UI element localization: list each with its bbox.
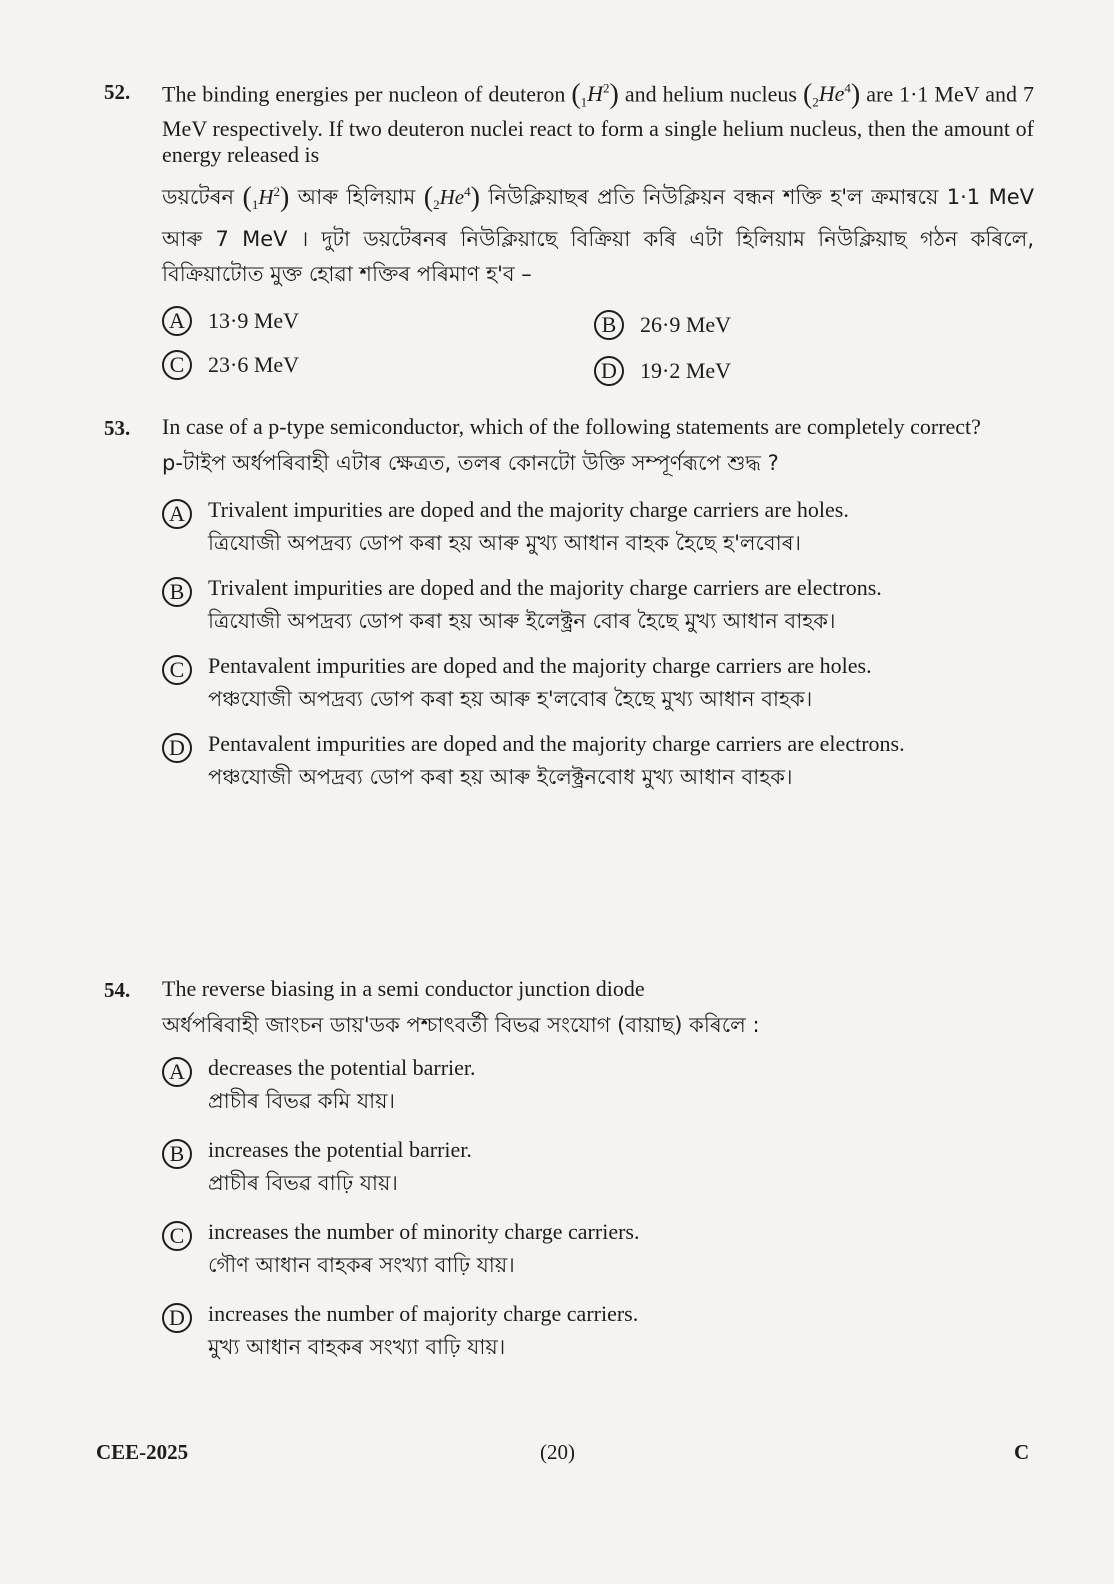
option-text-en: Pentavalent impurities are doped and the majority charge carriers are electrons.	[208, 731, 905, 756]
option-letter: B	[162, 577, 192, 607]
option-text-en: increases the number of majority charge carriers.	[208, 1301, 639, 1326]
footer-page-number: (20)	[540, 1440, 575, 1464]
option-b[interactable]	[594, 310, 731, 340]
option-text-as: মুখ্য আধান বাহকৰ সংখ্যা বাঢ়ি যায়।	[208, 1335, 506, 1359]
question-number: 53.	[104, 416, 131, 440]
option-text: 26·9 MeV	[640, 311, 732, 337]
option-text-en: Trivalent impurities are doped and the majority charge carriers are electrons.	[208, 575, 882, 600]
option-b[interactable]	[162, 575, 1034, 637]
footer-exam-code: CEE-2025	[96, 1440, 189, 1464]
option-letter: B	[594, 310, 624, 340]
deuteron-symbol: $(_1H^2)$	[571, 79, 619, 111]
option-b[interactable]	[162, 1137, 1034, 1199]
question-53	[104, 414, 1034, 793]
option-letter: A	[162, 306, 192, 336]
option-text-as: ত্ৰিযোজী অপদ্ৰব্য ডোপ কৰা হয় আৰু মুখ্য আধান বাহক হৈছে হ'লবোৰ।	[208, 531, 802, 555]
option-letter: D	[162, 1303, 192, 1333]
option-letter: C	[162, 1221, 192, 1251]
option-text: 23·6 MeV	[208, 351, 300, 377]
footer-set-code: C	[1014, 1440, 1030, 1464]
option-text-en: increases the number of minority charge carriers.	[208, 1219, 640, 1244]
question-text-as: p-টাইপ অৰ্ধপৰিবাহী এটাৰ ক্ষেত্ৰত, তলৰ কোনটো উক্তি সম্পূৰ্ণৰূপে শুদ্ধ ?	[162, 451, 779, 475]
option-letter: A	[162, 1057, 192, 1087]
option-text-en: Pentavalent impurities are doped and the majority charge carriers are holes.	[208, 653, 872, 678]
option-c[interactable]	[162, 350, 299, 380]
question-text-en: The reverse biasing in a semi conductor junction diode	[162, 976, 645, 1001]
option-text-as: প্ৰাচীৰ বিভৱ কমি যায়।	[208, 1089, 396, 1113]
question-number: 52.	[104, 80, 131, 104]
option-text-as: প্ৰাচীৰ বিভৱ বাঢ়ি যায়।	[208, 1171, 398, 1195]
option-letter: B	[162, 1139, 192, 1169]
question-number: 54.	[104, 978, 131, 1002]
option-a[interactable]	[162, 1055, 1034, 1117]
option-letter: C	[162, 655, 192, 685]
option-text-en: decreases the potential barrier.	[208, 1055, 476, 1080]
question-text-en: The binding energies per nucleon of deuteron $(_1H^2)$ and helium nucleus $(_2He^4)$ are 1·1 MeV and 7 MeV respectively. If two deuteron nuclei react to form a single helium nucleus, then the amount of energy released is	[162, 79, 1034, 167]
option-text-as: ত্ৰিযোজী অপদ্ৰব্য ডোপ কৰা হয় আৰু ইলেক্ট্ৰন বোৰ হৈছে মুখ্য আধান বাহক।	[208, 609, 836, 633]
option-d[interactable]	[162, 731, 1034, 793]
option-letter: D	[594, 356, 624, 386]
option-a[interactable]	[162, 306, 299, 336]
option-text-as: পঞ্চযোজী অপদ্ৰব্য ডোপ কৰা হয় আৰু হ'লবোৰ হৈছে মুখ্য আধান বাহক।	[208, 687, 813, 711]
helium-symbol: $(_2He^4)$	[802, 79, 861, 111]
option-letter: D	[162, 733, 192, 763]
option-text-en: increases the potential barrier.	[208, 1137, 472, 1162]
question-52	[104, 76, 1034, 406]
option-c[interactable]	[162, 653, 1034, 715]
option-text: 19·2 MeV	[640, 357, 732, 383]
question-text-as: ডয়টেৰন $(_1H^2)$ আৰু হিলিয়াম $(_2He^4)$ নিউক্লিয়াছৰ প্ৰতি নিউক্লিয়ন বন্ধন শক্তি হ'ল ক্ৰমান্বয়ে 1·1 MeV আৰু 7 MeV । দুটা ডয়টেৰনৰ নিউক্লিয়াছে বিক্ৰিয়া কৰি এটা হিলিয়াম নিউক্লিয়াছ গঠন কৰিলে, বিক্ৰিয়াটোত মুক্ত হোৱা শক্তিৰ পৰিমাণ হ'ব –	[162, 181, 1034, 286]
question-54	[104, 976, 1034, 1363]
option-text: 13·9 MeV	[208, 307, 300, 333]
option-a[interactable]	[162, 497, 1034, 559]
option-text-as: পঞ্চযোজী অপদ্ৰব্য ডোপ কৰা হয় আৰু ইলেক্ট্ৰনবোধ মুখ্য আধান বাহক।	[208, 765, 793, 789]
question-text-as: অৰ্ধপৰিবাহী জাংচন ডায়'ডক পশ্চাৎবৰ্তী বিভৱ সংযোগ (বায়াছ) কৰিলে :	[162, 1013, 760, 1037]
option-d[interactable]	[162, 1301, 1034, 1363]
option-c[interactable]	[162, 1219, 1034, 1281]
options-grid	[162, 306, 1034, 406]
option-text-en: Trivalent impurities are doped and the majority charge carriers are holes.	[208, 497, 849, 522]
option-letter: C	[162, 350, 192, 380]
option-letter: A	[162, 499, 192, 529]
question-text-en: In case of a p-type semiconductor, which of the following statements are completely correct?	[162, 414, 981, 439]
option-d[interactable]	[594, 356, 731, 386]
option-text-as: গৌণ আধান বাহকৰ সংখ্যা বাঢ়ি যায়।	[208, 1253, 515, 1277]
